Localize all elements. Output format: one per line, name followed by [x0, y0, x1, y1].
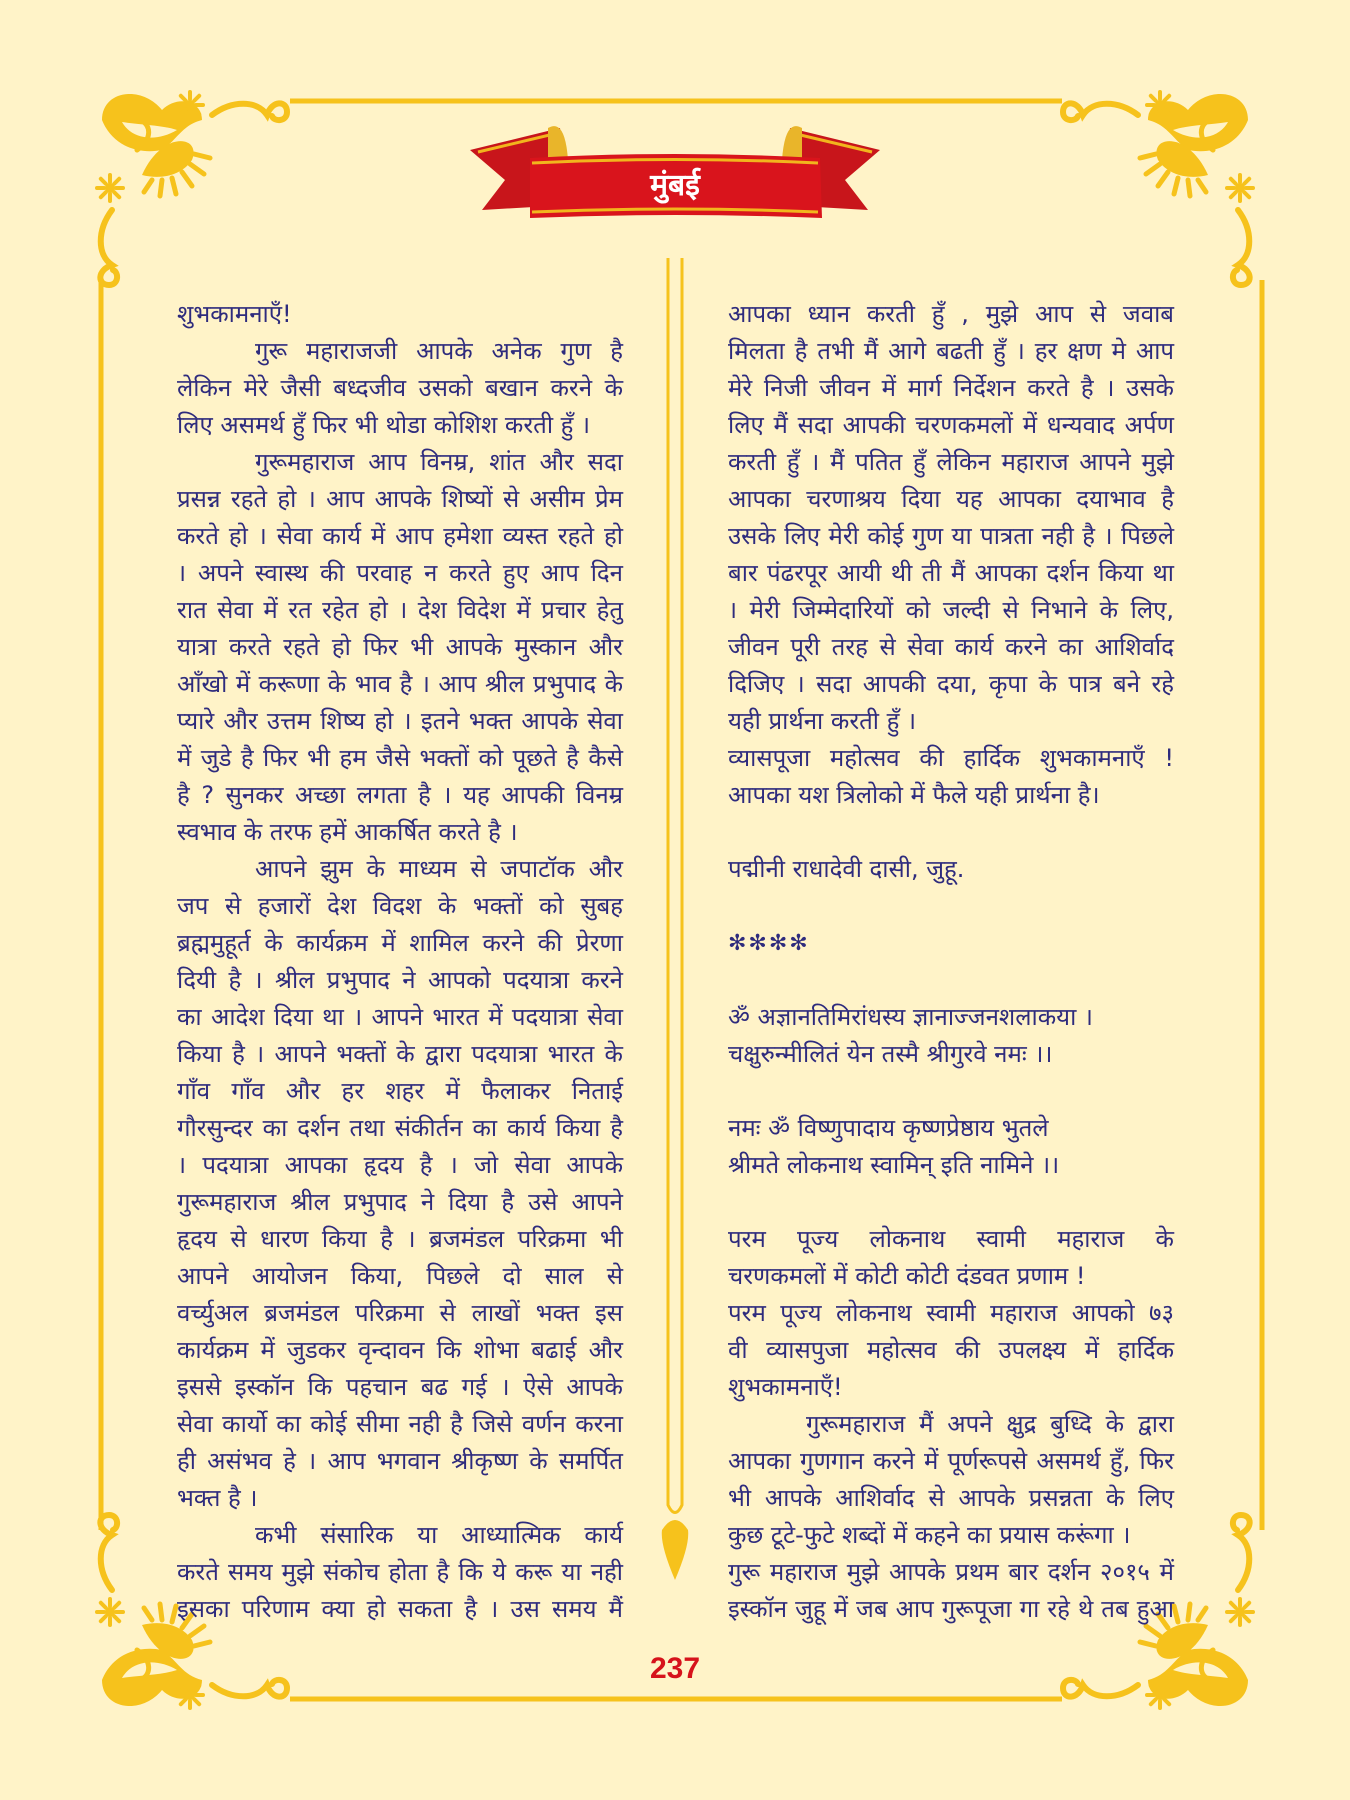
text-line: पद्मीनी राधादेवी दासी, जुहू. — [728, 855, 965, 883]
text-line: आपका ध्यान करती हुँ , मुझे आप से जवाब — [728, 300, 1174, 328]
text-line: गुरूमहाराज मैं अपने क्षुद्र बुध्दि के द्वारा — [806, 1410, 1174, 1438]
text-line: परम पूज्य लोकनाथ स्वामी महाराज आपको ७३ — [728, 1299, 1174, 1327]
text-line: आपका गुणगान करने में पूर्णरूपसे असमर्थ हुँ, फिर — [728, 1447, 1174, 1475]
text-line: सेवा कार्यो का कोई सीमा नही है जिसे वर्णन करना — [177, 1410, 623, 1438]
text-line: इसका परिणाम क्या हो सकता है । उस समय मैं — [177, 1595, 623, 1623]
banner-title: मुंबई — [650, 168, 700, 203]
text-line: लिए असमर्थ हुँ फिर भी थोडा कोशिश करती हुँ । — [177, 411, 591, 439]
text-line: करती हुँ । मैं पतित हुँ लेकिन महाराज आपने मुझे — [728, 448, 1174, 476]
text-line: जीवन पूरी तरह से सेवा कार्य करने का आशिर्वाद — [728, 633, 1174, 661]
text-line: चक्षुरुन्मीलितं येन तस्मै श्रीगुरवे नमः ।। — [728, 1040, 1053, 1068]
text-line: लेकिन मेरे जैसी बध्दजीव उसको बखान करने के — [177, 374, 623, 402]
text-line: आपका चरणाश्रय दिया यह आपका दयाभाव है — [728, 485, 1174, 513]
text-line: यात्रा करते रहते हो फिर भी आपके मुस्कान और — [177, 633, 623, 661]
text-line: मिलता है तभी मैं आगे बढती हुँ । हर क्षण मे आप — [728, 337, 1174, 365]
text-line: श्रीमते लोकनाथ स्वामिन् इति नामिने ।। — [728, 1151, 1060, 1179]
text-line: यही प्रार्थना करती हुँ । — [728, 707, 917, 735]
text-line: भी आपके आशिर्वाद से आपके प्रसन्नता के लिए — [728, 1484, 1174, 1512]
text-line: कार्यक्रम में जुडकर वृन्दावन कि शोभा बढाई और — [177, 1336, 623, 1364]
column-divider — [662, 258, 688, 1580]
right-text-column — [728, 296, 1174, 1628]
text-line: परम पूज्य लोकनाथ स्वामी महाराज के — [728, 1225, 1174, 1253]
section-separator-stars: ✻✻✻✻ — [728, 931, 810, 956]
text-line: ब्रह्ममुहूर्त के कार्यक्रम में शामिल करने की प्रेरणा — [177, 929, 623, 957]
text-line: बार पंढरपूर आयी थी ती मैं आपका दर्शन किया था — [728, 559, 1174, 587]
text-line: गुरूमहाराज आप विनम्र, शांत और सदा — [255, 448, 623, 476]
text-line: रात सेवा में रत रहेत हो । देश विदेश में प्रचार हेतु — [177, 596, 623, 624]
text-line: आँखो में करूणा के भाव है । आप श्रील प्रभुपाद के — [177, 670, 623, 698]
text-line: का आदेश दिया था । आपने भारत में पदयात्रा सेवा — [177, 1003, 623, 1031]
text-line: गुरू महाराजजी आपके अनेक गुण है — [255, 337, 623, 365]
page-number: 237 — [649, 1652, 701, 1685]
text-line: आपने झुम के माध्यम से जपाटॉक और — [255, 855, 623, 883]
text-line: कुछ टूटे-फुटे शब्दों में कहने का प्रयास करूंगा । — [728, 1521, 1131, 1549]
text-line: शुभकामनाएँ! — [728, 1373, 843, 1401]
blank-line — [728, 888, 1174, 925]
text-line: चरणकमलों में कोटी कोटी दंडवत प्रणाम ! — [728, 1262, 1086, 1290]
blank-line — [728, 962, 1174, 999]
text-line: है ? सुनकर अच्छा लगता है । यह आपकी विनम्र — [177, 781, 623, 809]
corner-ornament-top-left — [95, 90, 287, 285]
text-line: शुभकामनाएँ! — [177, 300, 292, 328]
text-line: इससे इस्कॉन कि पहचान बढ गई । ऐसे आपके — [177, 1373, 623, 1401]
text-line: दिजिए । सदा आपकी दया, कृपा के पात्र बने रहे — [728, 670, 1174, 698]
text-line: लिए मैं सदा आपकी चरणकमलों में धन्यवाद अर्पण — [728, 411, 1174, 439]
text-line: ॐ अज्ञानतिमिरांधस्य ज्ञानाज्जनशलाकया । — [728, 1003, 1094, 1031]
text-line: गुरू महाराज मुझे आपके प्रथम बार दर्शन २०१५ में — [728, 1558, 1174, 1586]
text-line: वी व्यासपुजा महोत्सव की उपलक्ष्य में हार्दिक — [728, 1336, 1174, 1364]
text-line: व्यासपूजा महोत्सव की हार्दिक शुभकामनाएँ ! — [728, 744, 1174, 772]
text-line: गौरसुन्दर का दर्शन तथा संकीर्तन का कार्य किया है — [177, 1114, 623, 1142]
text-line: मेरे निजी जीवन में मार्ग निर्देशन करते है । उसके — [728, 374, 1174, 402]
text-line: प्रसन्न रहते हो । आप आपके शिष्यों से असीम प्रेम — [177, 485, 623, 513]
text-line: करते समय मुझे संकोच होता है कि ये करू या नही — [177, 1558, 623, 1586]
text-line: । अपने स्वास्थ की परवाह न करते हुए आप दिन — [177, 559, 623, 587]
text-line: आपका यश त्रिलोको में फैले यही प्रार्थना है। — [728, 781, 1100, 809]
left-text-column — [177, 296, 623, 1628]
text-line: गुरूमहाराज श्रील प्रभुपाद ने दिया है उसे आपने — [177, 1188, 623, 1216]
text-line: उसके लिए मेरी कोई गुण या पात्रता नही है । पिछले — [728, 522, 1174, 550]
blank-line — [728, 814, 1174, 851]
text-line: वर्च्युअल ब्रजमंडल परिक्रमा से लाखों भक्त इस — [177, 1299, 623, 1327]
corner-ornament-top-right — [1063, 90, 1255, 285]
text-line: दियी है । श्रील प्रभुपाद ने आपको पदयात्रा करने — [177, 966, 623, 994]
text-line: । मेरी जिम्मेदारियों को जल्दी से निभाने के लिए, — [728, 596, 1174, 624]
text-line: भक्त है । — [177, 1484, 258, 1512]
text-line: गाँव गाँव और हर शहर में फैलाकर निताई — [177, 1077, 623, 1105]
text-line: आपने आयोजन किया, पिछले दो साल से — [177, 1262, 623, 1290]
text-line: स्वभाव के तरफ हमें आकर्षित करते है । — [177, 818, 518, 846]
text-line: । पदयात्रा आपका हृदय है । जो सेवा आपके — [177, 1151, 623, 1179]
text-line: हृदय से धारण किया है । ब्रजमंडल परिक्रमा भी — [177, 1225, 623, 1253]
text-line: ही असंभव हे । आप भगवान श्रीकृष्ण के समर्पित — [177, 1447, 623, 1475]
text-line: इस्कॉन जुहू में जब आप गुरूपूजा गा रहे थे तब हुआ — [728, 1595, 1174, 1623]
text-line: में जुडे है फिर भी हम जैसे भक्तों को पूछते है कैसे — [177, 744, 623, 772]
text-line: जप से हजारों देश विदश के भक्तों को सुबह — [177, 892, 623, 920]
text-line: नमः ॐ विष्णुपादाय कृष्णप्रेष्ठाय भुतले — [728, 1114, 1049, 1142]
text-line: कभी संसारिक या आध्यात्मिक कार्य — [255, 1521, 623, 1549]
text-line: प्यारे और उत्तम शिष्य हो । इतने भक्त आपके सेवा — [177, 707, 623, 735]
text-line: करते हो । सेवा कार्य में आप हमेशा व्यस्त रहते हो — [177, 522, 623, 550]
text-line: किया है । आपने भक्तों के द्वारा पदयात्रा भारत के — [177, 1040, 623, 1068]
blank-line — [728, 1184, 1174, 1221]
blank-line — [728, 1073, 1174, 1110]
